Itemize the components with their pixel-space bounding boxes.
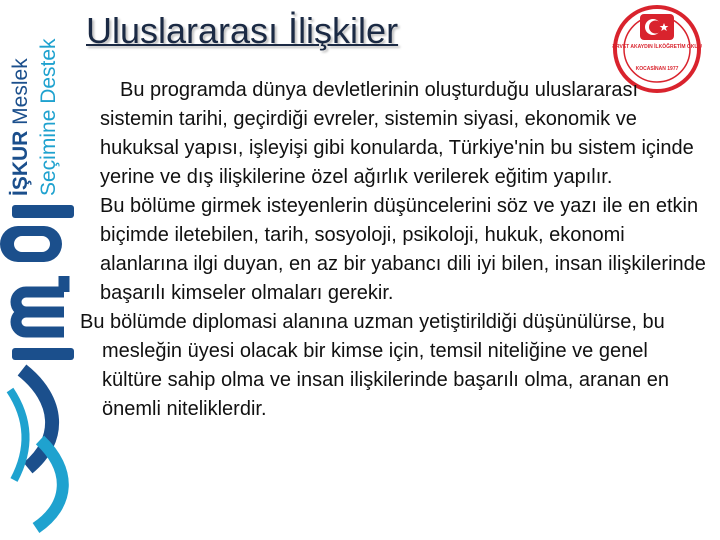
paragraph-program: Bu programda dünya devletlerinin oluşturduğu uluslararası sistemin tarihi, geçirdiği evreler, sistemin siyasi, ekonomik ve hukuksal yapısı, işleyişi gibi konularda, Türkiye'nin bu sistem içinde yerine ve dış ilişkilerine özel ağırlık verilerek eğitim yapılır. — [100, 79, 694, 188]
logo-swoosh — [10, 370, 63, 528]
paragraph-requirements: Bu bölüme girmek isteyenlerin düşüncelerini söz ve yazı ile en etkin biçimde iletebilen, tarih, sosyoloji, psikoloji, hukuk, ekonomi alanlarına ilgi duyan, en az bir yabancı dili iyi bilen, insan ilişkilerinde başarılı kimseler olmaları gerekir. — [100, 195, 706, 304]
brand-sidebar — [0, 0, 84, 540]
page-title: Uluslararası İlişkiler — [86, 10, 399, 51]
seal-bottom-text: KOCASİNAN 1977 — [635, 66, 679, 72]
logo-letter-m — [16, 276, 64, 332]
brand-line-2: Seçimine Destek — [37, 38, 60, 196]
seal-top-text: SERVET AKAYDIN İLKÖĞRETİM OKULU — [612, 44, 702, 50]
slide-body — [80, 76, 708, 424]
paragraph-diplomacy: Bu bölümde diplomasi alanına uzman yetiştirildiği düşünülürse, bu mesleğin üyesi olacak bir kimse için, temsil niteliğine ve genel kültüre sahip olma ve insan ilişkilerinde başarılı olma, aranan en önemli niteliklerdir. — [80, 311, 669, 420]
logo-letter-d — [0, 205, 74, 262]
imd-logo-icon — [0, 0, 84, 540]
brand-line-1: İŞKUR Meslek — [9, 58, 32, 196]
logo-letter-i — [12, 348, 74, 360]
